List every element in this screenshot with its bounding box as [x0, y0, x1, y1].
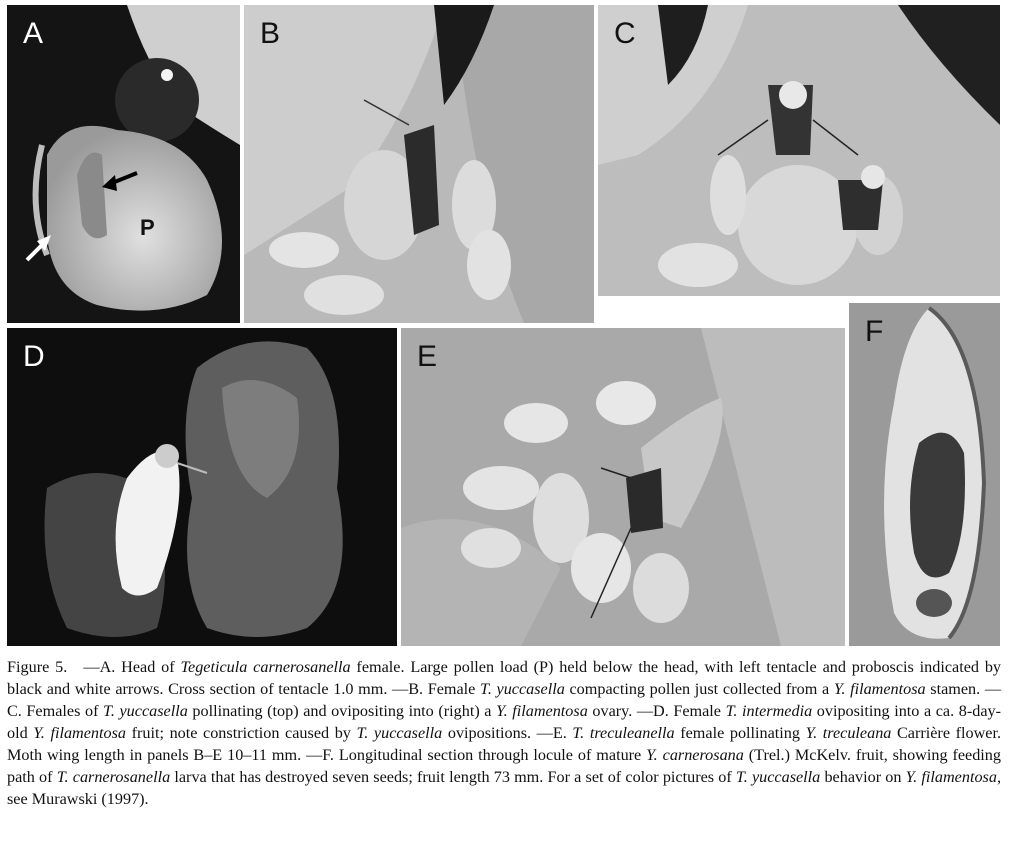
panel-label-f: F: [865, 315, 884, 348]
caption-text: female. Large pollen load (P) held below the head, with left tentacle and proboscis indicated by black and white arrows. Cross section of tentacle 1.0 mm. —B. Female: [7, 658, 1002, 698]
caption-text: behavior on: [820, 768, 906, 786]
species-name: Y. filamentosa: [833, 680, 926, 698]
species-name: T. yuccasella: [480, 680, 565, 698]
caption-text: ovipositing into a ca. 8-day-old: [7, 702, 1002, 742]
species-name: Y. filamentosa: [33, 724, 126, 742]
moth-on-stamen-photo: [244, 5, 594, 323]
moth-pollinating-flower-photo: [401, 328, 845, 646]
caption-text: Figure 5. —A. Head of: [7, 658, 181, 676]
moth-on-fruit-photo: [7, 328, 397, 646]
photo-panel-e: [401, 328, 845, 646]
species-name: Tegeticula carnerosanella: [180, 658, 351, 676]
panel-label-e: E: [417, 340, 438, 373]
caption-text: female pollinating: [674, 724, 806, 742]
photo-panel-f: [849, 303, 1000, 646]
photo-panel-c: [598, 5, 1000, 296]
panel-label-b: B: [260, 17, 281, 50]
panel-label-a: A: [23, 17, 44, 50]
species-name: T. yuccasella: [735, 768, 821, 786]
photo-panel-d: [7, 328, 397, 646]
caption-text: pollinating (top) and ovipositing into (right) a: [187, 702, 497, 720]
caption-text: fruit; note constriction caused by: [126, 724, 357, 742]
species-name: T. treculeanella: [572, 724, 675, 742]
fruit-section-photo: [849, 303, 1000, 646]
caption-text: stamen. —C. Females of: [7, 680, 1002, 720]
caption-text: compacting pollen just collected from a: [564, 680, 834, 698]
photo-panel-a: [7, 5, 240, 323]
caption-text: (Trel.) McKelv. fruit, showing feeding path of: [7, 746, 1001, 786]
species-name: T. carnerosanella: [56, 768, 171, 786]
species-name: Y. filamentosa: [496, 702, 588, 720]
moths-pollinating-photo: [598, 5, 1000, 296]
photo-panel-b: [244, 5, 594, 323]
species-name: T. yuccasella: [103, 702, 188, 720]
species-name: Y. treculeana: [805, 724, 892, 742]
caption-text: larva that has destroyed seven seeds; fruit length 73 mm. For a set of color pictures of: [170, 768, 736, 786]
moth-head-photo: [7, 5, 240, 323]
panel-label-d: D: [23, 340, 45, 373]
caption-text: ovipositions. —E.: [442, 724, 573, 742]
caption-text: , see Murawski (1997).: [7, 768, 1001, 808]
species-name: Y. filamentosa: [905, 768, 997, 786]
species-name: T. yuccasella: [356, 724, 443, 742]
pollen-load-marker: P: [140, 215, 155, 240]
species-name: Y. carnerosana: [646, 746, 744, 764]
caption-text: Carrière flower. Moth wing length in panels B–E 10–11 mm. —F. Longitudinal section through locule of mature: [7, 724, 1002, 764]
species-name: T. intermedia: [725, 702, 813, 720]
panel-label-c: C: [614, 17, 636, 50]
caption-text: ovary. —D. Female: [587, 702, 726, 720]
figure-caption: [7, 656, 1001, 810]
